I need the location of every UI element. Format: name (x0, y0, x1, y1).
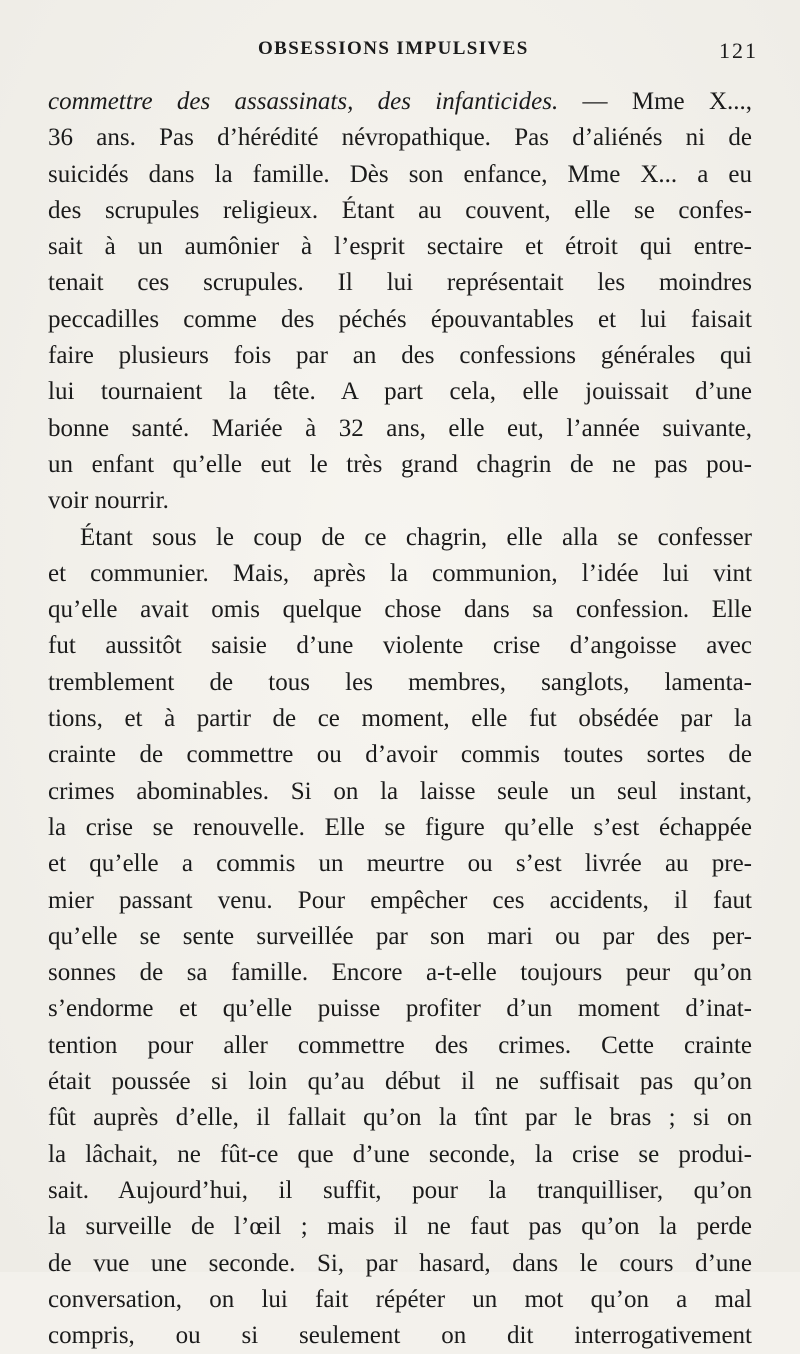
text-line: et qu’elle a commis un meurtre ou s’est livrée au pre- (48, 850, 752, 878)
text-line (48, 84, 752, 120)
text-fragment: — Mme X..., (558, 88, 753, 115)
text-line: sait. Aujourd’hui, il suffit, pour la tranquilliser, qu’on (48, 1176, 752, 1204)
text-line: qu’elle avait omis quelque chose dans sa confession. Elle (48, 596, 752, 624)
text-line: sait à un aumônier à l’esprit sectaire et étroit qui entre- (48, 233, 752, 261)
text-line: peccadilles comme des péchés épouvantables et lui faisait (48, 305, 752, 333)
page-number: 121 (719, 38, 758, 63)
text-line: et communier. Mais, après la communion, l’idée lui vint (48, 559, 752, 587)
text-line: bonne santé. Mariée à 32 ans, elle eut, l’année suivante, (48, 414, 752, 442)
text-line: tremblement de tous les membres, sanglots, lamenta- (48, 668, 752, 696)
text-line: mier passant venu. Pour empêcher ces accidents, il faut (48, 886, 752, 914)
text-line: la surveille de l’œil ; mais il ne faut pas qu’on la perde (48, 1213, 752, 1241)
text-line: fut aussitôt saisie d’une violente crise d’angoisse avec (48, 632, 752, 660)
text-line: tions, et à partir de ce moment, elle fut obsédée par la (48, 705, 752, 733)
text-line: était poussée si loin qu’au début il ne suffisait pas qu’on (48, 1068, 752, 1096)
text-line: faire plusieurs fois par an des confessions générales qui (48, 342, 752, 370)
text-line: la crise se renouvelle. Elle se figure qu’elle s’est échappée (48, 813, 752, 841)
italic-phrase: commettre des assassinats, des infanticides. (48, 88, 559, 115)
text-line: sonnes de sa famille. Encore a-t-elle toujours peur qu’on (48, 959, 752, 987)
text-line: qu’elle se sente surveillée par son mari ou par des per- (48, 922, 752, 950)
text-line: de vue une seconde. Si, par hasard, dans le cours d’une (48, 1249, 752, 1277)
text-line: lui tournaient la tête. A part cela, elle jouissait d’une (48, 378, 752, 406)
text-line: crainte de commettre ou d’avoir commis toutes sortes de (48, 741, 752, 769)
page-header (48, 38, 760, 68)
text-line: 36 ans. Pas d’hérédité névropathique. Pas d’aliénés ni de (48, 124, 752, 152)
paragraph-first-line: Étant sous le coup de ce chagrin, elle alla se confesser (80, 523, 752, 551)
text-line: conversation, on lui fait répéter un mot qu’on a mal (48, 1285, 752, 1313)
text-line: tention pour aller commettre des crimes. Cette crainte (48, 1031, 752, 1059)
text-line: la lâchait, ne fût-ce que d’une seconde, la crise se produi- (48, 1140, 752, 1168)
text-line: voir nourrir. (48, 487, 169, 515)
running-title: OBSESSIONS IMPULSIVES (258, 38, 529, 59)
text-line: s’endorme et qu’elle puisse profiter d’un moment d’inat- (48, 995, 752, 1023)
text-line: tenait ces scrupules. Il lui représentait les moindres (48, 269, 752, 297)
text-line: crimes abominables. Si on la laisse seule un seul instant, (48, 777, 752, 805)
text-line: des scrupules religieux. Étant au couvent, elle se confes- (48, 196, 752, 224)
body-text (48, 84, 752, 1354)
text-line: suicidés dans la famille. Dès son enfance, Mme X... a eu (48, 160, 752, 188)
text-line: un enfant qu’elle eut le très grand chagrin de ne pas pou- (48, 450, 752, 478)
text-line: fût auprès d’elle, il fallait qu’on la tînt par le bras ; si on (48, 1104, 752, 1132)
text-line: compris, ou si seulement on dit interrogativement (48, 1322, 752, 1350)
